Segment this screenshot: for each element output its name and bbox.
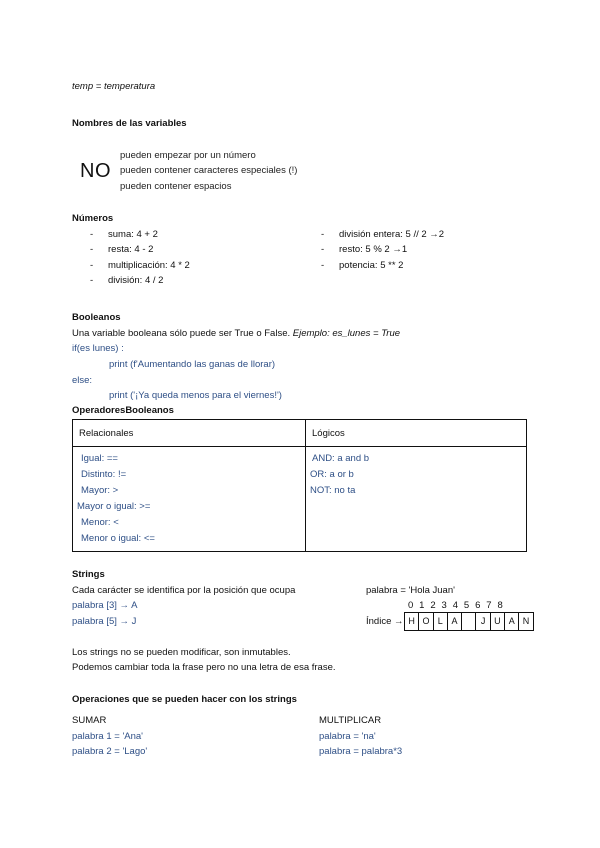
- string-diagram-title: palabra = 'Hola Juan': [366, 585, 455, 596]
- numeros-right-item-3: [321, 260, 403, 271]
- relacional-mayor-igual: Mayor o igual: >=: [77, 501, 151, 512]
- index-6: 6: [475, 600, 481, 611]
- numeros-right-text-2: resto: 5 % 2 →1: [339, 244, 408, 255]
- char-cell-3: A: [447, 612, 462, 631]
- variable-rule-3: pueden contener espacios: [120, 181, 232, 192]
- booleanos-description: [72, 328, 400, 339]
- strings-note-1: Los strings no se pueden modificar, son inmutables.: [72, 647, 291, 658]
- char-cell-4: [461, 612, 476, 631]
- numeros-left-item-4: [90, 275, 163, 286]
- logico-or: OR: a or b: [310, 469, 354, 480]
- char-cell-8: N: [518, 612, 533, 631]
- bullet-dash: -: [90, 260, 94, 271]
- char-cell-2: L: [433, 612, 448, 631]
- table-header-logicos: Lógicos: [306, 420, 527, 447]
- index-5: 5: [463, 600, 470, 611]
- booleanos-example: Ejemplo: es_lunes = True: [292, 328, 401, 339]
- table-header-relacionales: Relacionales: [73, 420, 306, 447]
- bullet-dash: -: [321, 260, 325, 271]
- index-8: 8: [497, 600, 503, 611]
- numeros-right-item-1: [321, 229, 444, 240]
- logico-and: AND: a and b: [312, 453, 370, 464]
- sumar-line-1: palabra 1 = 'Ana': [72, 731, 143, 742]
- section-title-numeros: Números: [72, 213, 114, 224]
- char-cell-1: O: [418, 612, 433, 631]
- multiplicar-line-2: palabra = palabra*3: [319, 746, 403, 757]
- sumar-label: SUMAR: [72, 715, 107, 726]
- code-line-print-2: print ('¡Ya queda menos para el viernes!'): [109, 390, 282, 401]
- numeros-right-text-1: división entera: 5 // 2 →2: [339, 229, 445, 240]
- multiplicar-label: MULTIPLICAR: [319, 715, 382, 726]
- operadores-table: [72, 419, 527, 552]
- index-3: 3: [441, 600, 447, 611]
- relacional-menor: Menor: <: [81, 517, 119, 528]
- strings-note-2: Podemos cambiar toda la frase pero no una letra de esa frase.: [72, 662, 336, 673]
- index-1: 1: [419, 600, 425, 611]
- index-0: 0: [407, 600, 414, 611]
- index-2: 2: [430, 600, 436, 611]
- section-title-strings: Strings: [72, 569, 105, 580]
- numeros-left-text-1: suma: 4 + 2: [108, 229, 158, 240]
- char-cell-6: U: [490, 612, 505, 631]
- index-4: 4: [452, 600, 458, 611]
- bullet-dash: -: [90, 244, 94, 255]
- logico-not: NOT: no ta: [310, 485, 356, 496]
- section-title-variables: Nombres de las variables: [72, 118, 187, 129]
- variable-rule-1: pueden empezar por un número: [120, 150, 256, 161]
- numeros-left-text-4: división: 4 / 2: [108, 275, 164, 286]
- relacional-mayor: Mayor: >: [81, 485, 119, 496]
- numeros-left-item-3: [90, 260, 190, 271]
- relacionales-cell: [73, 447, 306, 552]
- numeros-left-item-2: [90, 244, 153, 255]
- bullet-dash: -: [321, 229, 325, 240]
- no-label: NO: [80, 160, 111, 182]
- section-title-operaciones: Operaciones que se pueden hacer con los strings: [72, 694, 297, 705]
- temp-note: temp = temperatura: [72, 81, 156, 92]
- bullet-dash: -: [321, 244, 325, 255]
- section-title-booleanos: Booleanos: [72, 312, 121, 323]
- relacional-igual: Igual: ==: [81, 453, 118, 464]
- bullet-dash: -: [90, 275, 94, 286]
- numeros-left-text-3: multiplicación: 4 * 2: [108, 260, 190, 271]
- numeros-right-item-2: [321, 244, 407, 255]
- numeros-right-text-3: potencia: 5 ** 2: [339, 260, 404, 271]
- sumar-line-2: palabra 2 = 'Lago': [72, 746, 148, 757]
- strings-description: Cada carácter se identifica por la posición que ocupa: [72, 585, 296, 596]
- numeros-left-item-1: [90, 229, 158, 240]
- index-row: [405, 600, 506, 611]
- code-line-if: if(es lunes) :: [72, 343, 124, 354]
- string-cells: [405, 612, 534, 631]
- section-title-operadores: OperadoresBooleanos: [72, 405, 174, 416]
- bullet-dash: -: [90, 229, 94, 240]
- char-cell-7: A: [504, 612, 519, 631]
- multiplicar-line-1: palabra = 'na': [319, 731, 376, 742]
- numeros-left-text-2: resta: 4 - 2: [108, 244, 154, 255]
- variable-rule-2: pueden contener caracteres especiales (!): [120, 165, 298, 176]
- index-7: 7: [486, 600, 492, 611]
- code-line-else: else:: [72, 375, 93, 386]
- strings-example-1: palabra [3] → A: [72, 600, 138, 611]
- strings-example-2: palabra [5] → J: [72, 616, 137, 627]
- char-cell-0: H: [404, 612, 419, 631]
- char-cell-5: J: [475, 612, 490, 631]
- logicos-cell: [306, 447, 527, 552]
- relacional-distinto: Distinto: !=: [81, 469, 127, 480]
- code-line-print-1: print (f'Aumentando las ganas de llorar): [109, 359, 276, 370]
- relacional-menor-igual: Menor o igual: <=: [81, 533, 155, 544]
- indice-label: Índice →: [366, 616, 404, 627]
- booleanos-desc-text: Una variable booleana sólo puede ser True o False.: [72, 328, 293, 339]
